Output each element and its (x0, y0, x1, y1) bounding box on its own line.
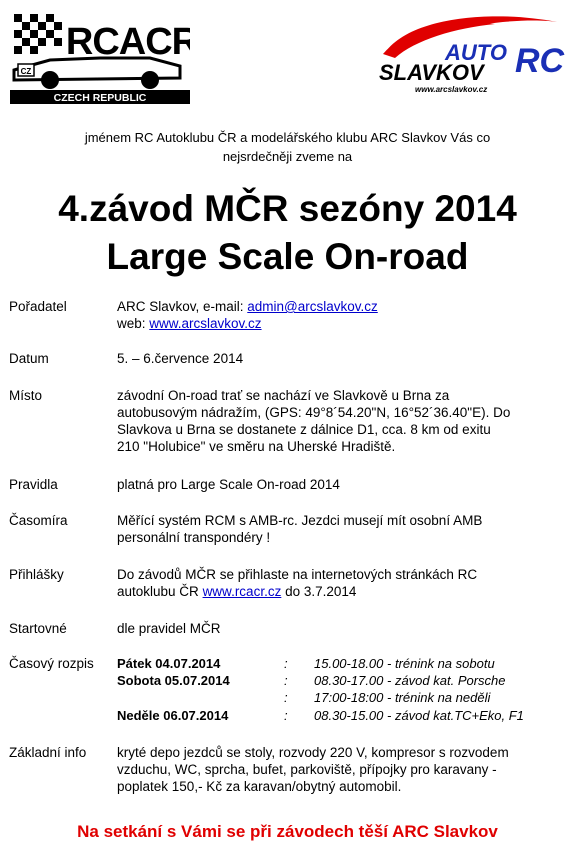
label-zakladni-info: Základní info (9, 745, 87, 760)
schedule-row (117, 689, 562, 706)
czech-republic-text: CZECH REPUBLIC (53, 92, 147, 104)
schedule-row (117, 707, 562, 724)
value-pravidla: platná pro Large Scale On-road 2014 (117, 477, 340, 492)
misto-line-1: závodní On-road trať se nachází ve Slavkově u Brna za (117, 388, 450, 403)
value-datum: 5. – 6.července 2014 (117, 351, 244, 366)
schedule-colon: : (284, 708, 288, 723)
rcacr-link[interactable]: www.rcacr.cz (202, 584, 282, 599)
schedule-row (117, 672, 562, 689)
rcacr-wordmark: RCACR (65, 21, 190, 63)
schedule-day: Neděle 06.07.2014 (117, 708, 229, 723)
prihlasky-line-1: Do závodů MČR se přihlaste na internetových stránkách RC (117, 567, 478, 582)
schedule (117, 655, 562, 727)
label-poradatel: Pořadatel (9, 299, 67, 314)
footer-invitation: Na setkání s Vámi se při závodech těší ARC Slavkov (77, 822, 498, 841)
schedule-day: Pátek 04.07.2014 (117, 656, 221, 671)
schedule-time: 17:00-18:00 - trénink na neděli (314, 690, 491, 705)
value-poradatel (117, 298, 562, 332)
email-link[interactable]: admin@arcslavkov.cz (247, 299, 378, 314)
value-prihlasky (117, 566, 562, 600)
schedule-colon: : (284, 656, 288, 671)
page-title: 4.závod MČR sezóny 2014 (58, 188, 517, 229)
schedule-row (117, 655, 562, 672)
schedule-day: Sobota 05.07.2014 (117, 673, 230, 688)
label-prihlasky: Přihlášky (9, 567, 64, 582)
auto-text: AUTO (445, 40, 507, 65)
organizer-text: ARC Slavkov, e-mail: (117, 299, 248, 314)
web-label: web: (117, 316, 150, 331)
page-subtitle: Large Scale On-road (106, 236, 469, 277)
intro-line-2: nejsrdečněji zveme na (222, 149, 353, 164)
label-startovne: Startovné (9, 621, 67, 636)
label-casomira: Časomíra (9, 513, 68, 528)
zakladni-line-2: vzduchu, WC, sprcha, bufet, parkoviště, přípojky pro karavany - (117, 762, 497, 777)
intro-line-1: jménem RC Autoklubu ČR a modelářského klubu ARC Slavkov Vás co (84, 130, 491, 145)
label-pravidla: Pravidla (9, 477, 58, 492)
schedule-colon: : (284, 690, 288, 705)
rc-text: RC (515, 42, 565, 80)
value-startovne: dle pravidel MČR (117, 621, 221, 636)
label-misto: Místo (9, 388, 43, 403)
slavkov-text: SLAVKOV (379, 60, 484, 85)
value-misto (117, 387, 562, 455)
casomira-line-2: personální transpondéry ! (117, 530, 271, 545)
label-datum: Datum (9, 351, 49, 366)
cz-badge: CZ (20, 67, 32, 76)
value-zakladni-info (117, 744, 562, 795)
intro-text (0, 128, 575, 166)
misto-line-2: autobusovým nádražím, (GPS: 49°8´54.20"N, 16°52´36.40"E). Do (117, 405, 511, 420)
schedule-time: 08.30-17.00 - závod kat. Porsche (314, 673, 506, 688)
auto-rc-slavkov-logo (375, 10, 567, 94)
logo-url-text: www.arcslavkov.cz (415, 85, 488, 94)
casomira-line-1: Měřící systém RCM s AMB-rc. Jezdci musejí mít osobní AMB (117, 513, 483, 528)
prihlasky-line-2-post: do 3.7.2014 (281, 584, 357, 599)
label-rozpis: Časový rozpis (9, 656, 94, 671)
rcacr-logo (10, 8, 190, 106)
web-link[interactable]: www.arcslavkov.cz (149, 316, 262, 331)
misto-line-3: Slavkova u Brna se dostanete z dálnice D1, cca. 8 km od exitu (117, 422, 491, 437)
schedule-time: 15.00-18.00 - trénink na sobotu (314, 656, 495, 671)
zakladni-line-3: poplatek 150,- Kč za karavan/obytný automobil. (117, 779, 402, 794)
zakladni-line-1: kryté depo jezdců se stoly, rozvody 220 V, kompresor s rozvodem (117, 745, 509, 760)
prihlasky-line-2-pre: autoklubu ČR (117, 584, 203, 599)
value-casomira (117, 512, 562, 546)
misto-line-4: 210 "Holubice" ve směru na Uherské Hradiště. (117, 439, 396, 454)
schedule-time: 08.30-15.00 - závod kat.TC+Eko, F1 (314, 708, 524, 723)
schedule-colon: : (284, 673, 288, 688)
